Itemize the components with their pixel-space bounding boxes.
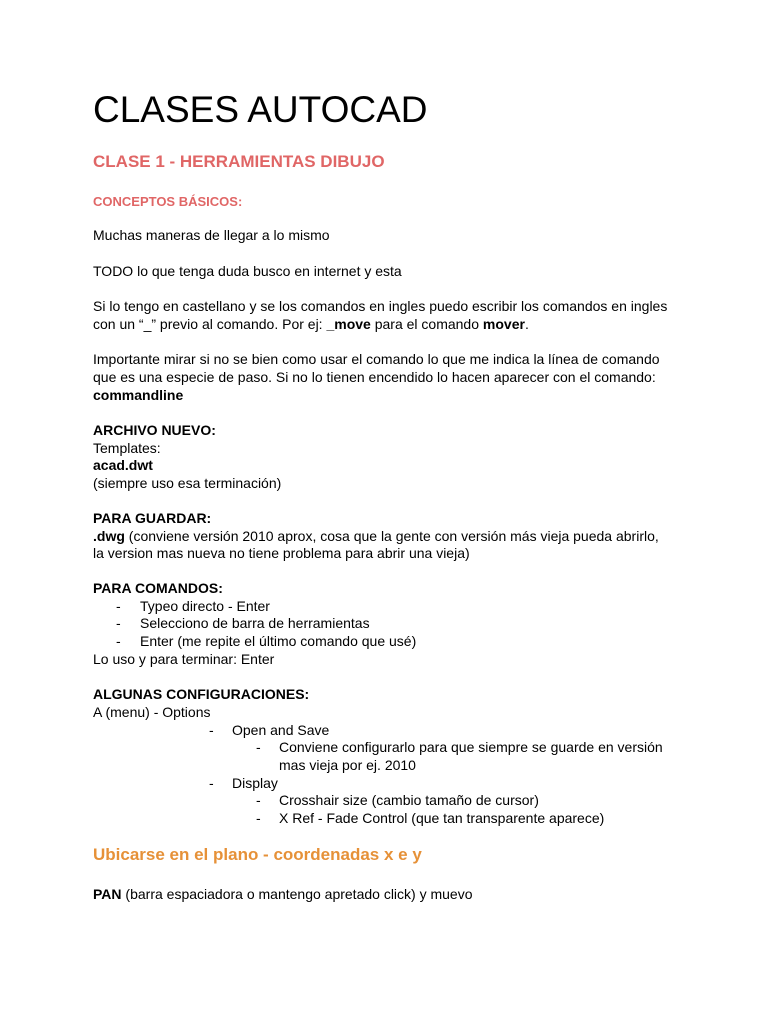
paragraph-maneras: Muchas maneras de llegar a lo mismo [93, 227, 330, 243]
para-guardar-heading: PARA GUARDAR: [93, 510, 212, 526]
list-item-xref: X Ref - Fade Control (que tan transparente aparece) [279, 810, 605, 826]
bullet-dash: - [209, 722, 214, 738]
paragraph-castellano-line1: Si lo tengo en castellano y se los comandos en ingles puedo escribir los comandos en ingles [93, 298, 668, 314]
list-item-open-save: Open and Save [232, 722, 330, 738]
configuraciones-heading: ALGUNAS CONFIGURACIONES: [93, 686, 310, 702]
paragraph-castellano-line2 [93, 316, 529, 334]
clase-1-heading: CLASE 1 - HERRAMIENTAS DIBUJO [93, 152, 385, 171]
conceptos-heading: CONCEPTOS BÁSICOS: [93, 194, 243, 209]
dwg-line2: la version mas nueva no tiene problema para abrir una vieja) [93, 545, 470, 561]
dwg-extension: .dwg [93, 528, 125, 544]
text-span: . [524, 316, 529, 332]
para-comandos-heading: PARA COMANDOS: [93, 580, 223, 596]
siempre-uso-text: (siempre uso esa terminación) [93, 475, 282, 491]
bullet-dash: - [256, 792, 261, 808]
list-item-crosshair: Crosshair size (cambio tamaño de cursor) [279, 792, 539, 808]
pan-label: PAN [93, 886, 122, 902]
text-span: (barra espaciadora o mantengo apretado click) y muevo [121, 886, 473, 902]
paragraph-importante-line1: Importante mirar si no se bien como usar el comando lo que me indica la línea de comando [93, 351, 660, 367]
bullet-dash: - [209, 775, 214, 791]
text-span: (conviene versión 2010 aprox, cosa que la gente con versión más vieja pueda abrirlo, [124, 528, 659, 544]
bullet-dash: - [116, 633, 121, 649]
list-item: Enter (me repite el último comando que usé) [140, 633, 417, 649]
commandline-text: commandline [93, 387, 184, 403]
list-item: Typeo directo - Enter [140, 598, 270, 614]
list-item-display: Display [232, 775, 278, 791]
list-item-conviene-line2: mas vieja por ej. 2010 [279, 757, 416, 773]
list-item: Selecciono de barra de herramientas [140, 615, 370, 631]
menu-options-text: A (menu) - Options [93, 704, 211, 720]
archivo-nuevo-heading: ARCHIVO NUEVO: [93, 422, 216, 438]
text-span: con un “_” previo al comando. Por ej: [93, 316, 327, 332]
paragraph-todo: TODO lo que tenga duda busco en internet y esta [93, 263, 402, 279]
pan-text [93, 886, 473, 904]
bullet-dash: - [116, 598, 121, 614]
bullet-dash: - [256, 810, 261, 826]
lo-uso-text: Lo uso y para terminar: Enter [93, 651, 275, 667]
bullet-dash: - [116, 615, 121, 631]
mover-command: mover [482, 316, 525, 332]
dwg-line1 [93, 528, 659, 546]
ubicarse-heading: Ubicarse en el plano - coordenadas x e y [93, 845, 422, 864]
templates-label: Templates: [93, 440, 161, 456]
bullet-dash: - [256, 739, 261, 755]
list-item-conviene-line1: Conviene configurarlo para que siempre se guarde en versión [279, 739, 663, 755]
acad-dwt-text: acad.dwt [93, 457, 153, 473]
text-span: para el comando [370, 316, 483, 332]
move-command: _move [326, 316, 371, 332]
document-title: CLASES AUTOCAD [93, 89, 428, 130]
paragraph-importante-line2: que es una especie de paso. Si no lo tienen encendido lo hacen aparecer con el comando: [93, 369, 656, 385]
